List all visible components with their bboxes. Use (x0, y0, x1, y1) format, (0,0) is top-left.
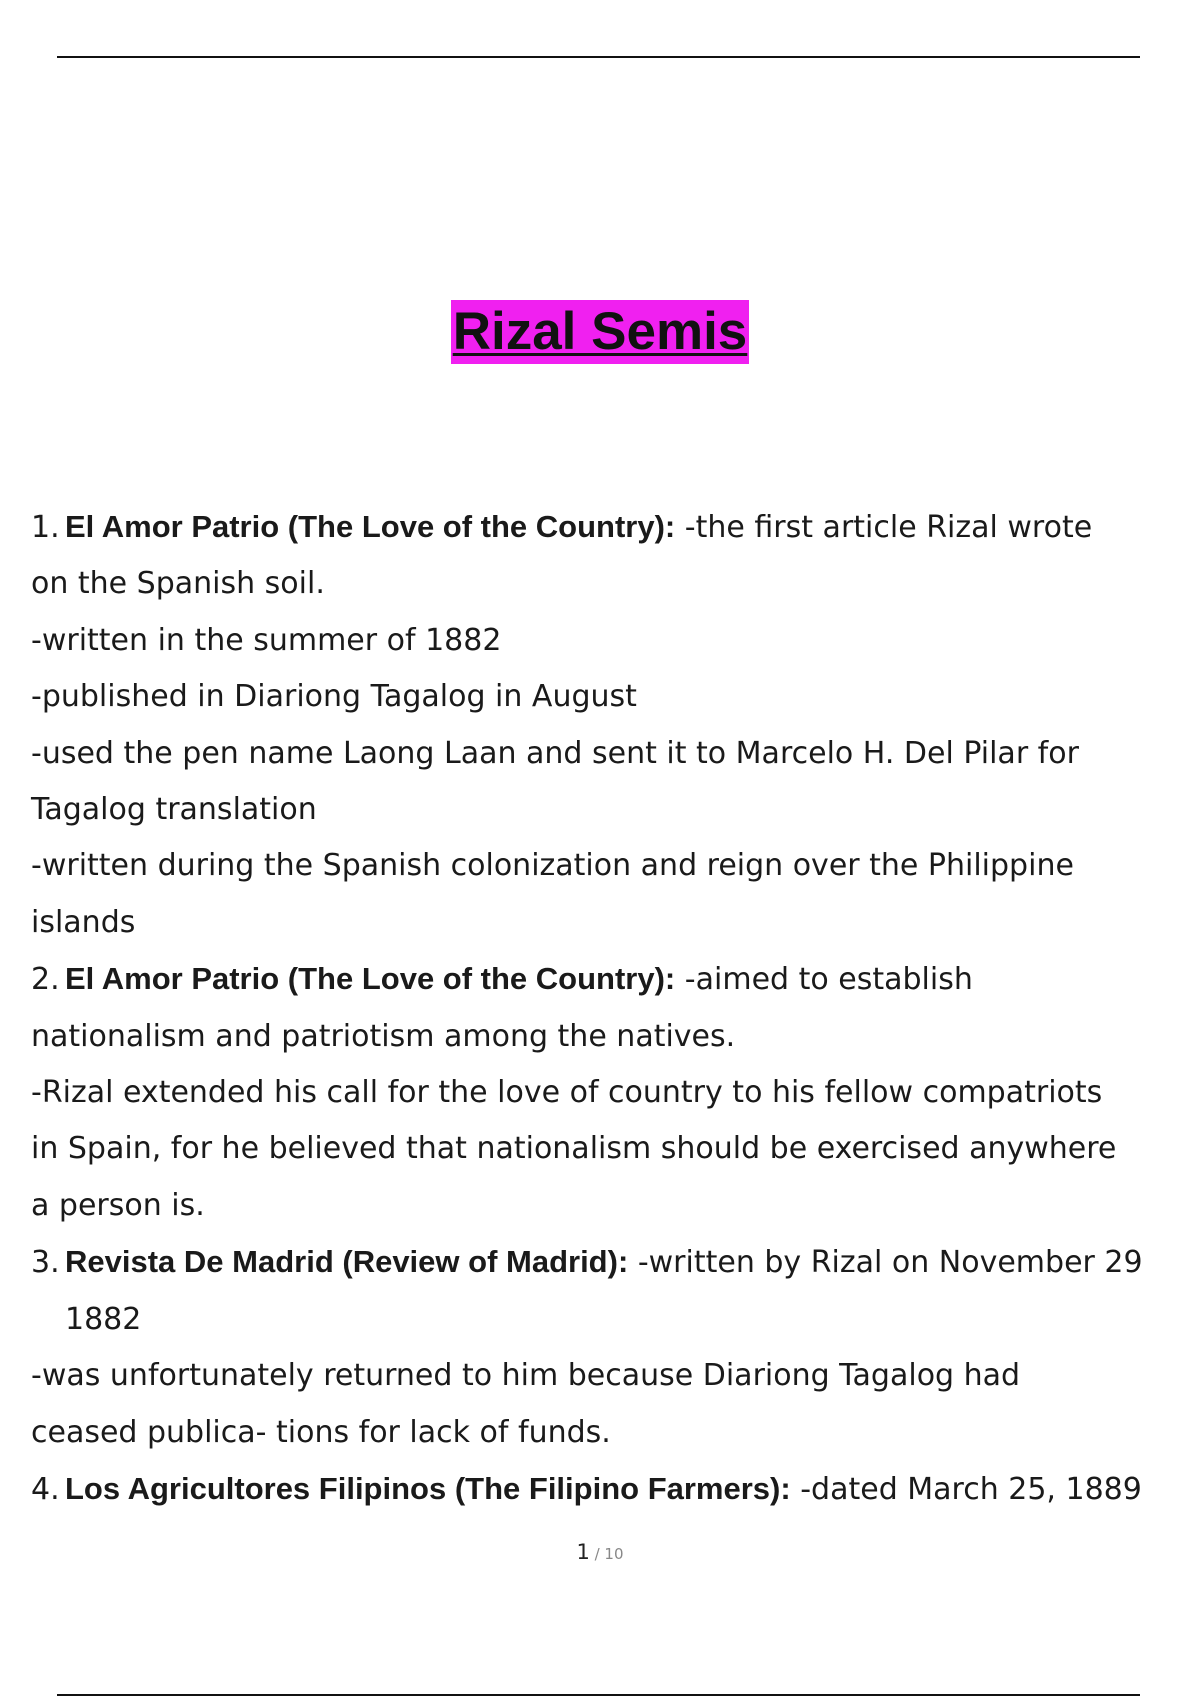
text-line: ceased publica- tions for lack of funds. (31, 1414, 611, 1450)
entry-term: Revista De Madrid (Review of Madrid): (65, 1244, 629, 1280)
text-line: -published in Diariong Tagalog in August (31, 679, 637, 715)
entry-first-line: -the first article Rizal wrote (675, 510, 1093, 545)
title-container (0, 300, 1200, 364)
entry-3-heading-line (31, 1234, 1200, 1291)
page-total: / 10 (589, 1545, 624, 1563)
text-line: a person is. (31, 1187, 205, 1223)
entry-number: 2. (31, 962, 60, 998)
text-line: -written in the summer of 1882 (31, 622, 502, 658)
text-line: -was unfortunately returned to him because Diariong Tagalog had (31, 1358, 1021, 1394)
text-line: -written during the Spanish colonization and reign over the Philippine (31, 848, 1074, 884)
entry-2-heading-line (31, 951, 1200, 1008)
text-line: in Spain, for he believed that nationalism should be exercised anywhere (31, 1131, 1117, 1167)
entry-continuation: 1882 (65, 1301, 142, 1337)
top-rule (57, 56, 1140, 58)
text-line: Tagalog translation (31, 792, 317, 828)
page-current: 1 (576, 1540, 590, 1564)
bottom-rule (57, 1694, 1140, 1696)
entry-term: El Amor Patrio (The Love of the Country): (65, 961, 676, 997)
entry-4-heading-line (31, 1461, 1200, 1518)
entry-first-line: -dated March 25, 1889 (790, 1471, 1142, 1507)
text-line: nationalism and patriotism among the natives. (31, 1018, 736, 1054)
text-line: -Rizal extended his call for the love of country to his fellow compatriots (31, 1075, 1103, 1111)
page-number (0, 1540, 1200, 1564)
entry-number: 1. (31, 510, 60, 545)
text-line: -used the pen name Laong Laan and sent it to Marcelo H. Del Pilar for (31, 735, 1079, 771)
entry-1-heading-line (31, 499, 1200, 556)
document-title: Rizal Semis (451, 300, 750, 364)
entry-first-line: -written by Rizal on November 29 (628, 1245, 1143, 1281)
entry-term: El Amor Patrio (The Love of the Country): (65, 509, 676, 544)
text-line: on the Spanish soil. (31, 566, 325, 602)
text-line: islands (31, 904, 136, 940)
entry-first-line: -aimed to establish (675, 962, 973, 998)
entry-number: 3. (31, 1245, 60, 1281)
entry-number: 4. (31, 1471, 60, 1507)
document-body (31, 499, 1200, 1518)
entry-term: Los Agricultores Filipinos (The Filipino Farmers): (65, 1470, 791, 1506)
